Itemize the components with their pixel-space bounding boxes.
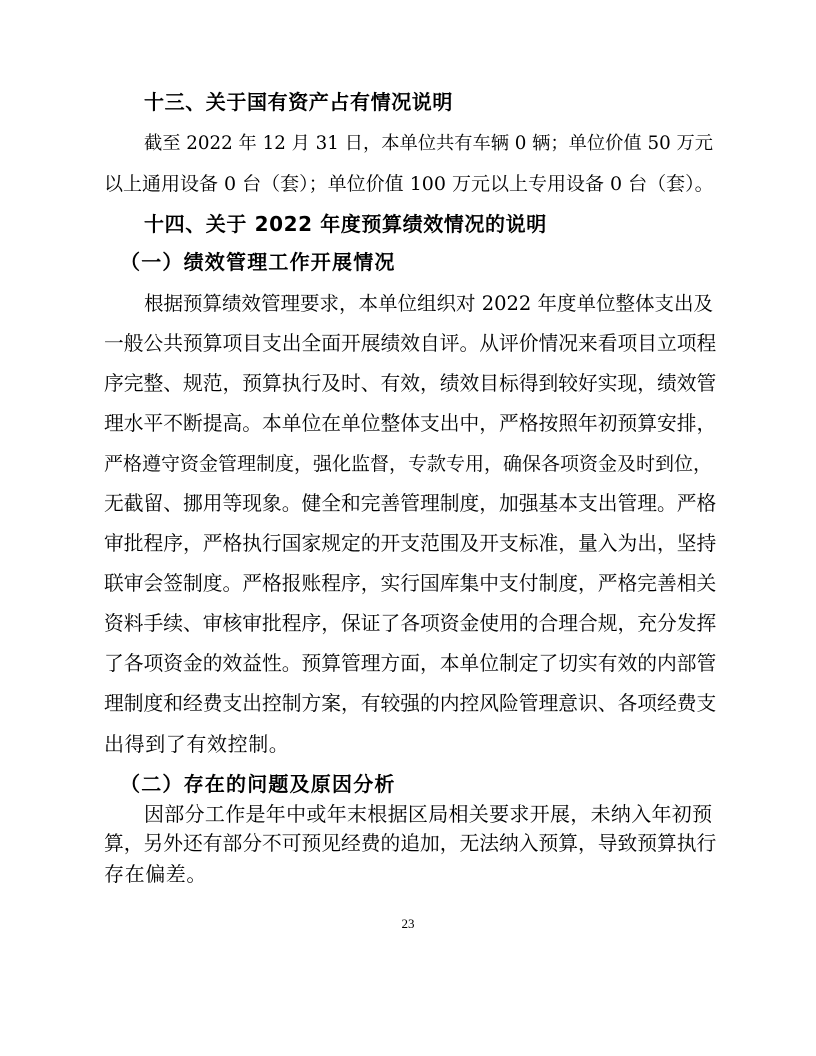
subsection-2-line-2: 算，另外还有部分不可预见经费的追加，无法纳入预算，导致预算执行 [104,832,717,855]
subsection-2-line-1: 因部分工作是年中或年末根据区局相关要求开展，未纳入年初预 [144,802,713,826]
subsection-1-line-11: 理制度和经费支出控制方案，有较强的内控风险管理意识、各项经费支 [104,692,717,715]
subsection-1-line-6: 无截留、挪用等现象。健全和完善管理制度，加强基本支出管理。严格 [104,492,717,515]
subsection-1-line-10: 了各项资金的效益性。预算管理方面，本单位制定了切实有效的内部管 [104,652,717,675]
subsection-1-line-9: 资料手续、审核审批程序，保证了各项资金使用的合理合规，充分发挥 [104,612,717,635]
section-13-line-1: 截至 2022 年 12 月 31 日，本单位共有车辆 0 辆；单位价值 50 万元 [144,133,713,154]
subsection-1-heading: （一）绩效管理工作开展情况 [120,250,396,274]
subsection-1-line-7: 审批程序，严格执行国家规定的开支范围及开支标准，量入为出，坚持 [104,532,717,555]
section-13-line-2: 以上通用设备 0 台（套）；单位价值 100 万元以上专用设备 0 台（套）。 [104,173,714,195]
section-13-heading: 十三、关于国有资产占有情况说明 [144,90,453,114]
subsection-1-line-1: 根据预算绩效管理要求，本单位组织对 2022 年度单位整体支出及 [144,292,714,315]
subsection-1-line-12: 出得到了有效控制。 [104,732,290,756]
page-number: 23 [401,916,415,931]
section-14-heading: 十四、关于 2022 年度预算绩效情况的说明 [144,212,547,236]
subsection-1-line-8: 联审会签制度。严格报账程序，实行国库集中支付制度，严格完善相关 [104,572,717,595]
subsection-1-line-5: 严格遵守资金管理制度，强化监督，专款专用，确保各项资金及时到位， [104,453,713,475]
subsection-2-heading: （二）存在的问题及原因分析 [120,772,396,796]
subsection-2-line-3: 存在偏差。 [104,862,207,886]
subsection-1-line-4: 理水平不断提高。本单位在单位整体支出中，严格按照年初预算安排， [104,412,717,435]
subsection-1-line-2: 一般公共预算项目支出全面开展绩效自评。从评价情况来看项目立项程 [104,332,717,355]
subsection-1-line-3: 序完整、规范，预算执行及时、有效，绩效目标得到较好实现，绩效管 [104,372,717,395]
